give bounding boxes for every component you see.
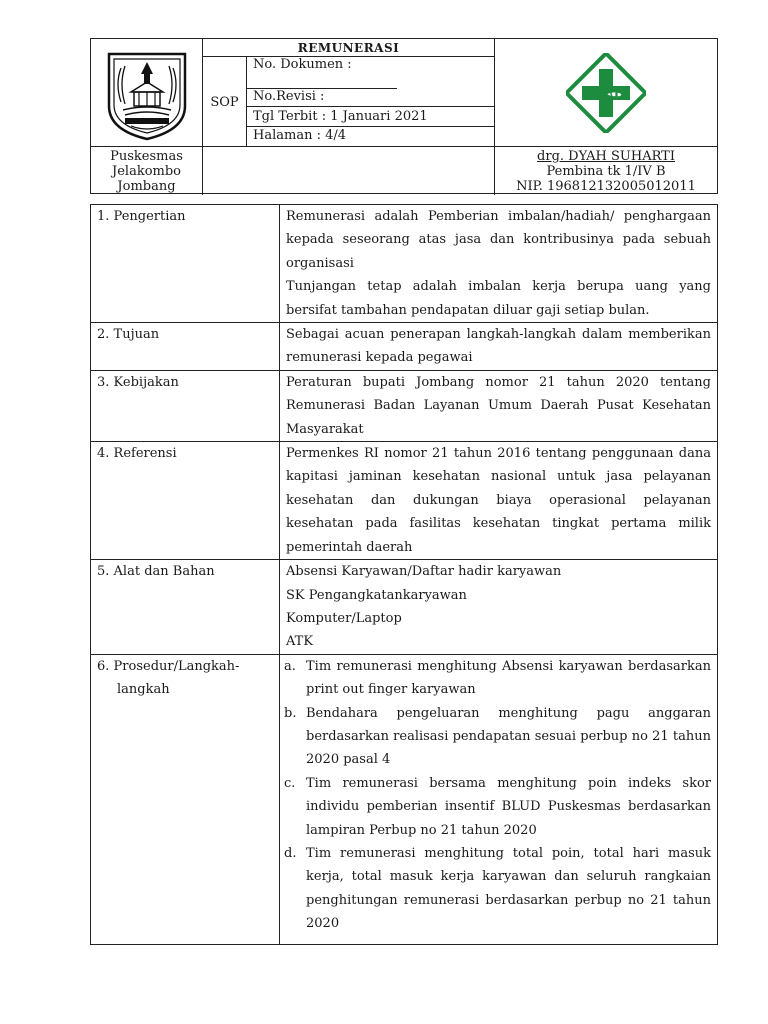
list-item: Absensi Karyawan/Daftar hadir karyawan bbox=[286, 564, 562, 580]
table-row bbox=[91, 560, 718, 655]
meta-no-revisi: No.Revisi : bbox=[247, 89, 495, 107]
section-content bbox=[280, 205, 718, 323]
list-item: Komputer/Laptop bbox=[286, 610, 402, 626]
section-label-line: langkah bbox=[117, 682, 170, 698]
sop-content-table bbox=[90, 204, 718, 945]
section-label: 1. Pengertian bbox=[91, 205, 280, 323]
document-meta bbox=[247, 57, 495, 147]
list-item: ATK bbox=[286, 634, 314, 650]
section-content bbox=[280, 560, 718, 655]
section-paragraph: Peraturan bupati Jombang nomor 21 tahun 2020 tentang Remunerasi Badan Layanan Umum Daerah Pusat Kesehatan Masyarakat bbox=[286, 374, 711, 437]
section-content bbox=[280, 370, 718, 441]
signatory-block bbox=[495, 147, 717, 197]
section-label: 3. Kebijakan bbox=[91, 370, 280, 441]
institution-line: Jelakombo bbox=[112, 164, 181, 179]
procedure-step bbox=[280, 772, 711, 842]
section-label bbox=[91, 654, 280, 944]
regional-crest-icon bbox=[101, 44, 193, 142]
signatory-rank: Pembina tk 1/IV B bbox=[546, 164, 666, 179]
step-letter: c. bbox=[284, 775, 296, 791]
table-row bbox=[91, 654, 718, 944]
step-letter: b. bbox=[284, 705, 297, 721]
procedure-step bbox=[280, 655, 711, 702]
signatory-name: drg. DYAH SUHARTI bbox=[537, 149, 675, 164]
signatory-nip: NIP. 196812132005012011 bbox=[516, 179, 696, 194]
table-row bbox=[91, 370, 718, 441]
section-paragraph: Permenkes RI nomor 21 tahun 2016 tentang penggunaan dana kapitasi jaminan kesehatan nasional untuk jasa pelayanan kesehatan dan dukungan biaya operasional pelayanan kesehatan pada fasilitas kesehatan tingkat pertama milik pemerintah daerah bbox=[286, 446, 711, 555]
section-label-line: 6. Prosedur/Langkah- bbox=[97, 658, 240, 674]
document-title: REMUNERASI bbox=[203, 39, 494, 57]
section-content bbox=[280, 323, 718, 371]
step-text: Tim remunerasi menghitung total poin, total hari masuk kerja, total masuk kerja karyawan dan seluruh rangkaian penghitungan remunerasi berdasarkan perbup no 21 tahun 2020 bbox=[306, 845, 711, 932]
meta-tgl-terbit: Tgl Terbit : 1 Januari 2021 bbox=[247, 107, 495, 127]
step-text: Bendahara pengeluaran menghitung pagu anggaran berdasarkan realisasi pendapatan sesuai perbup no 21 tahun 2020 pasal 4 bbox=[306, 705, 711, 768]
step-letter: a. bbox=[284, 658, 296, 674]
section-content bbox=[280, 654, 718, 944]
section-content bbox=[280, 442, 718, 560]
sop-label: SOP bbox=[203, 57, 247, 147]
meta-no-dokumen: No. Dokumen : bbox=[247, 57, 397, 89]
section-paragraph: Tunjangan tetap adalah imbalan kerja berupa uang yang bersifat tambahan pendapatan diluar gaji setiap bulan. bbox=[286, 279, 711, 318]
table-row bbox=[91, 323, 718, 371]
document-header bbox=[90, 38, 718, 194]
institution-name bbox=[91, 147, 203, 195]
puskesmas-logo bbox=[495, 39, 717, 147]
table-row bbox=[91, 205, 718, 323]
puskesmas-cross-icon bbox=[566, 53, 646, 133]
section-paragraph: Remunerasi adalah Pemberian imbalan/hadiah/ penghargaan kepada seseorang atas jasa dan kontribusinya pada sebuah organisasi bbox=[286, 209, 711, 271]
regional-crest-logo bbox=[91, 39, 203, 147]
list-item: SK Pengangkatankaryawan bbox=[286, 587, 467, 603]
procedure-step bbox=[280, 702, 711, 772]
table-row bbox=[91, 442, 718, 560]
blank-cell bbox=[203, 147, 495, 195]
institution-line: Jombang bbox=[117, 179, 176, 194]
step-text: Tim remunerasi bersama menghitung poin indeks skor individu pemberian insentif BLUD Puskesmas berdasarkan lampiran Perbup no 21 tahun 2020 bbox=[306, 775, 711, 838]
document-info bbox=[203, 39, 495, 147]
procedure-step bbox=[280, 842, 711, 936]
section-paragraph: Sebagai acuan penerapan langkah-langkah dalam memberikan remunerasi kepada pegawai bbox=[286, 327, 711, 366]
step-letter: d. bbox=[284, 845, 297, 861]
section-label: 4. Referensi bbox=[91, 442, 280, 560]
meta-halaman: Halaman : 4/4 bbox=[253, 128, 347, 143]
section-label: 5. Alat dan Bahan bbox=[91, 560, 280, 655]
section-label: 2. Tujuan bbox=[91, 323, 280, 371]
step-text: Tim remunerasi menghitung Absensi karyawan berdasarkan print out finger karyawan bbox=[306, 658, 711, 698]
institution-line: Puskesmas bbox=[110, 149, 183, 164]
